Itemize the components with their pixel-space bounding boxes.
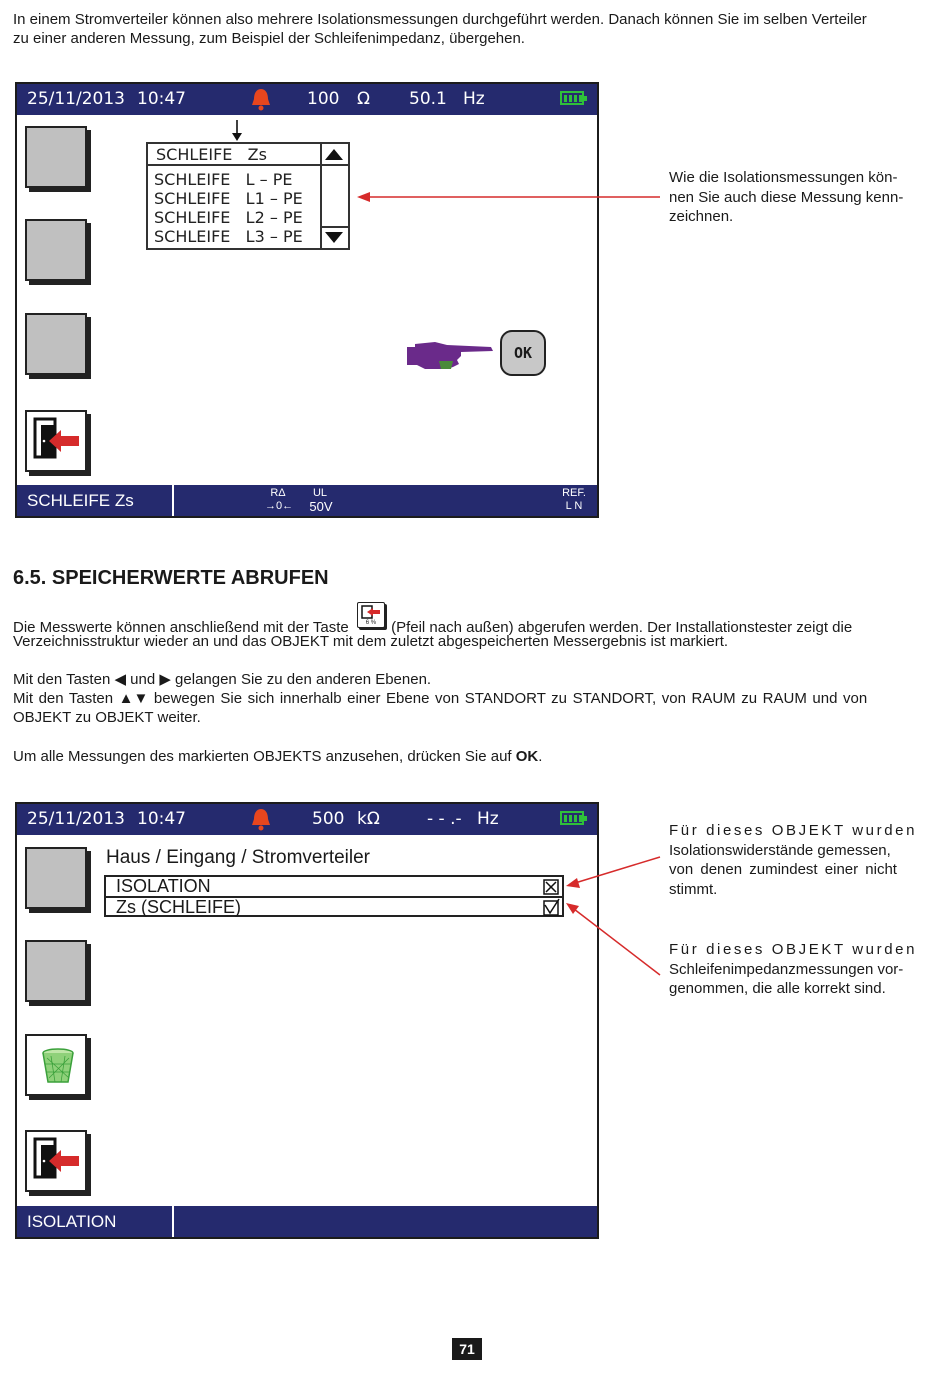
row-label: ISOLATION: [116, 876, 211, 896]
frequency-unit: Hz: [477, 809, 499, 829]
section-heading: 6.5. SPEICHERWERTE ABRUFEN: [13, 567, 329, 589]
recall-key-icon: 6 %: [355, 612, 385, 638]
page-number: 71: [452, 1338, 482, 1360]
reference-icon[interactable]: REF. L N: [562, 487, 586, 512]
paragraph-3: Um alle Messungen des markierten OBJEKTS anzusehen, drücken Sie auf OK.: [13, 748, 543, 765]
list-item[interactable]: SCHLEIFE L – PE: [154, 170, 293, 189]
annotation-text-3: Für dieses OBJEKT wurden Schleifenimpedanzmessungen vor- genommen, die alle korrekt sind.: [669, 941, 918, 997]
row-label: Zs (SCHLEIFE): [116, 897, 242, 917]
time: 10:47: [137, 809, 186, 829]
paragraph-2-line-2: Mit den Tasten ▲▼ bewegen Sie sich innerhalb einer Ebene von STANDORT zu STANDORT, von RAUM zu RAUM und von: [13, 690, 868, 707]
value-unit: Ω: [357, 89, 370, 109]
ok-label: OK: [513, 344, 533, 362]
list-item[interactable]: SCHLEIFE L3 – PE: [154, 227, 303, 246]
time: 10:47: [137, 89, 186, 109]
value-unit: kΩ: [357, 809, 380, 829]
measured-value: 500: [312, 809, 345, 829]
paragraph-1-line-1: Die Messwerte können anschließend mit der Taste 6 % (Pfeil nach außen) abgerufen werden. Der Installationstester zeigt die: [13, 612, 923, 638]
annotation-text-1: Wie die Isolationsmessungen kön- nen Sie auch diese Messung kenn- zeichnen.: [669, 169, 904, 225]
list-item[interactable]: SCHLEIFE L1 – PE: [154, 189, 303, 208]
function-label: ISOLATION: [27, 1212, 117, 1231]
list-header: SCHLEIFE Zs: [156, 145, 267, 164]
paragraph-2-line-3: OBJEKT zu OBJEKT weiter.: [13, 709, 201, 726]
frequency-value: 50.1: [409, 89, 447, 109]
object-path: Haus / Eingang / Stromverteiler: [106, 847, 371, 868]
measured-value: 100: [307, 89, 340, 109]
ra-zero-icon[interactable]: RΔ →0←: [265, 487, 294, 512]
ul-limit-icon[interactable]: UL 50V: [309, 487, 333, 514]
date: 25/11/2013: [27, 809, 125, 829]
function-label: SCHLEIFE Zs: [27, 491, 134, 510]
paragraph-2-line-1: Mit den Tasten ◀ und ▶ gelangen Sie zu den anderen Ebenen.: [13, 671, 432, 688]
paragraph-1-line-2: Verzeichnisstruktur wieder an und das OBJEKT mit dem zuletzt abgespeicherten Messergebnis ist markiert.: [13, 633, 729, 650]
list-item[interactable]: SCHLEIFE L2 – PE: [154, 208, 303, 227]
annotation-text-2: Für dieses OBJEKT wurden Isolationswiderstände gemessen, von denen zumindest einer nicht stimmt.: [669, 822, 918, 898]
intro-line-2: zu einer anderen Messung, zum Beispiel der Schleifenimpedanz, übergehen.: [13, 30, 525, 47]
intro-line-1: In einem Stromverteiler können also mehrere Isolationsmessungen durchgeführt werden. Danach können Sie im selben Verteiler: [13, 11, 867, 28]
frequency-value: - - .-: [427, 809, 462, 829]
frequency-unit: Hz: [463, 89, 485, 109]
date: 25/11/2013: [27, 89, 125, 109]
